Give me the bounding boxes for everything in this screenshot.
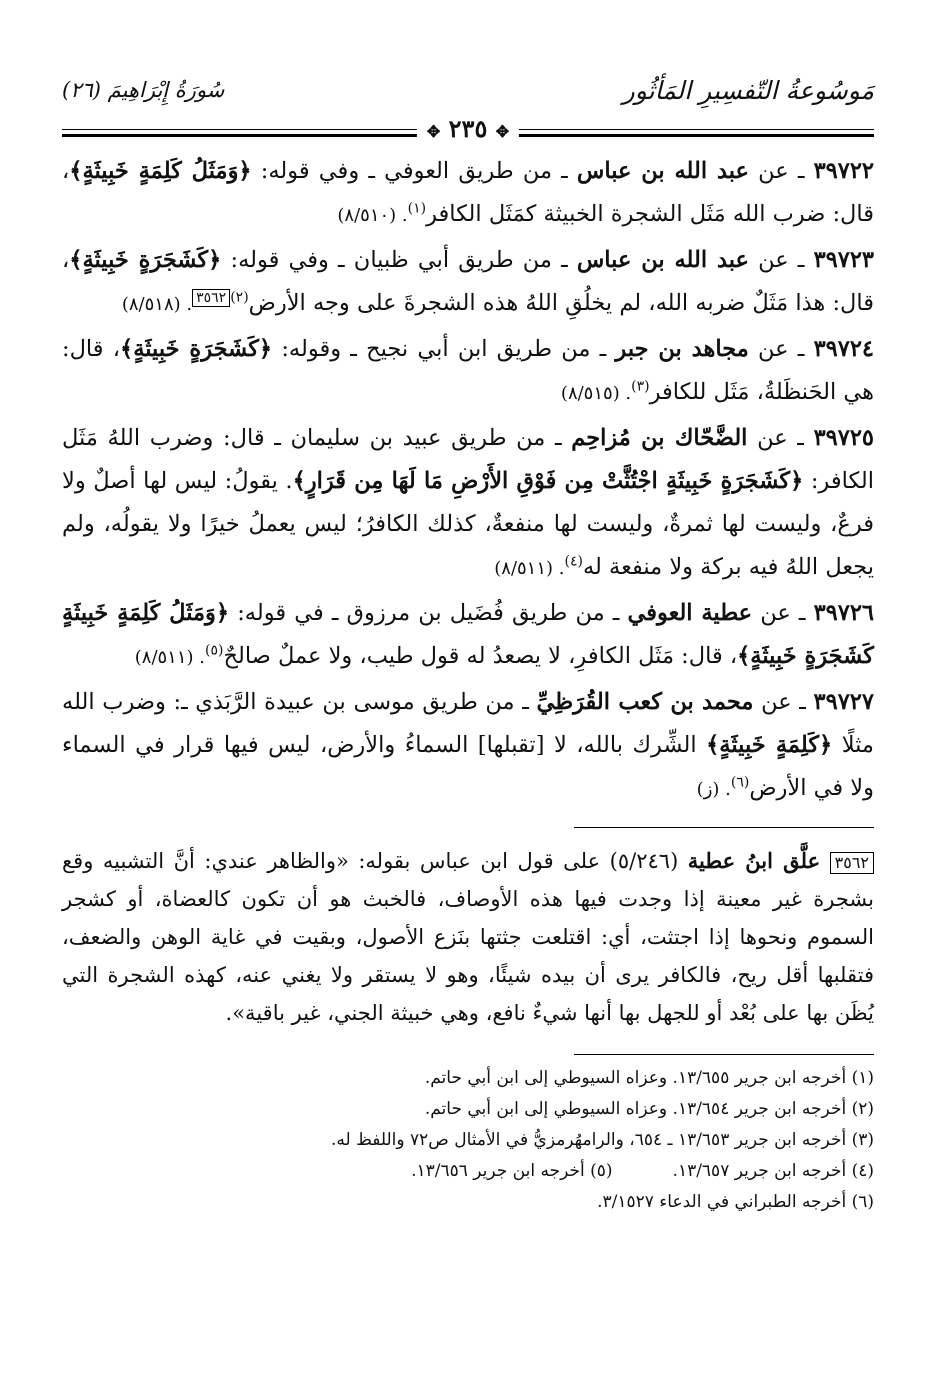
narrator-name: عبد الله بن عباس — [576, 247, 749, 273]
volume-ref: . (٨/٥١٨) — [121, 294, 193, 315]
narrator-name: عبد الله بن عباس — [576, 158, 749, 184]
page-number-block — [417, 114, 519, 143]
entry-text: ـ عن — [748, 158, 814, 184]
narration-entry — [62, 681, 874, 811]
footnote-marker: (١) — [407, 200, 427, 217]
footnote-row — [62, 1156, 874, 1187]
narrator-name: مجاهد بن جبر — [615, 336, 749, 362]
footnote: (٤) أخرجه ابن جرير ١٣/٦٥٧. — [672, 1161, 874, 1181]
footnote: (١) أخرجه ابن جرير ١٣/٦٥٥. وعزاه السيوطي إلى ابن أبي حاتم. — [424, 1068, 874, 1088]
entry-text: ـ من طريق فُضَيل بن مرزوق ـ في قوله: — [229, 600, 628, 626]
narrator-name: عطية العوفي — [627, 600, 753, 626]
commentary-text: (٥/٢٤٦) على قول ابن عباس بقوله: «والظاهر عندي: أنَّ التشبيه وقع بشجرة غير معينة إذا وجدت فيها هذه الأوصاف، فالخبث هو أن تكون كالعضاة، أو كشجر السموم ونحوها إذا اجتثت، أي: اقتلعت جثتها بنَزع الأصول، وبقيت في غاية الوهن والضعف، فتقلبها أقل ريح، فالكافر يرى أن بيده شيئًا، وهو لا يستقر ولا يغني عنه، كهذه الشجرة التي يُظَن بها على بُعْد أو للجهل بها أنها شيءٌ نافع، وهي خبيثة الجني، غير باقية». — [62, 849, 874, 1025]
entry-text: ـ من طريق موسى بن عبيدة الرَّبَذي ـ: وضرب الله مثلًا — [62, 689, 874, 758]
entry-text: . يقولُ: ليس لها أصلٌ ولا فرعٌ، وليست لها ثمرةٌ، وليست لها منفعةٌ، كذلك الكافرُ؛ ليس يعملُ خيرًا ولا يقولُه، ولم يجعل اللهُ فيه بركة ولا منفعة له — [62, 468, 874, 580]
commentary-author: علَّق ابنُ عطية — [687, 848, 821, 873]
entry-number: ٣٩٧٢٧ — [813, 689, 874, 715]
footnotes-separator — [574, 1054, 874, 1055]
ornament-icon: ✥ — [495, 122, 510, 141]
entry-number: ٣٩٧٢٢ — [813, 158, 875, 184]
volume-ref: . (٨/٥١١) — [134, 647, 205, 668]
footnote-marker: (٣) — [631, 378, 650, 395]
ornament-icon: ✥ — [426, 122, 441, 141]
footnote-marker: (٦) — [730, 774, 750, 791]
book-title: مَوسُوعةُ التّفسِيرِ المَأثُور — [622, 76, 874, 105]
entry-number: ٣٩٧٢٣ — [813, 247, 874, 273]
footnote: (٦) أخرجه الطبراني في الدعاء ٣/١٥٢٧. — [597, 1192, 874, 1212]
entry-number: ٣٩٧٢٥ — [813, 425, 874, 451]
entry-text: ـ عن — [748, 247, 814, 273]
entry-text: ـ عن — [753, 689, 814, 715]
quran-quote: ﴿وَمَثَلُ كَلِمَةٍ خَبِيثَةٍ كَشَجَرَةٍ خَبِيثَةٍ﴾ — [62, 600, 874, 669]
entry-text: ـ عن — [752, 600, 814, 626]
quran-quote: ﴿كَلِمَةٍ خَبِيثَةٍ﴾ — [706, 732, 833, 758]
volume-ref: . (٨/٥١١) — [494, 558, 565, 579]
narrator-name: محمد بن كعب القُرَظِيِّ — [536, 689, 754, 715]
commentary-box-ref: ٣٥٦٢ — [192, 289, 230, 307]
book-page — [62, 62, 874, 1352]
quran-quote: ﴿كَشَجَرَةٍ خَبِيثَةٍ﴾ — [69, 247, 222, 273]
entry-text: ـ من طريق عبيد بن سليمان ـ قال: وضرب اللهُ مَثَل الكافر: — [62, 425, 874, 494]
commentary-separator — [574, 827, 874, 828]
entry-text: ـ عن — [748, 336, 814, 362]
entry-text: ، قال: هذا مَثَلٌ ضربه الله، لم يخلُقِ اللهُ هذه الشجرةَ على وجه الأرض — [62, 247, 874, 316]
narration-entry — [62, 239, 874, 326]
entry-text: ـ من طريق العوفي ـ وفي قوله: — [251, 158, 577, 184]
narration-entry — [62, 150, 874, 237]
quran-quote: ﴿كَشَجَرَةٍ خَبِيثَةٍ اجْتُثَّتْ مِن فَوْقِ الأَرْضِ مَا لَهَا مِن قَرَارٍ﴾ — [292, 468, 804, 494]
volume-ref: . (٨/٥١٠) — [337, 205, 408, 226]
page-body — [62, 150, 874, 1218]
entry-text: الشِّرك بالله، لا [تقبلها] السماءُ والأرض، ليس فيها قرار في السماء ولا في الأرض — [62, 732, 874, 801]
narration-entry — [62, 417, 874, 590]
entry-text: ، قال: هي الحَنظَلةُ، مَثَل للكافر — [62, 336, 874, 405]
narration-entry — [62, 592, 874, 679]
footnote: (٥) أخرجه ابن جرير ١٣/٦٥٦. — [411, 1161, 613, 1181]
page-number: ٢٣٥ — [448, 114, 488, 143]
quran-quote: ﴿وَمَثَلُ كَلِمَةٍ خَبِيثَةٍ﴾ — [69, 158, 252, 184]
narrator-name: الضَّحّاك بن مُزاحِم — [571, 425, 748, 451]
surah-label: سُورَةُ إِبْرَاهِيمَ (٢٦) — [62, 78, 225, 102]
footnote: (٢) أخرجه ابن جرير ١٣/٦٥٤. وعزاه السيوطي إلى ابن أبي حاتم. — [424, 1099, 874, 1119]
commentary-block — [62, 842, 874, 1032]
entry-text: ، قال: مَثَل الكافرِ، لا يصعدُ له قول طيب، ولا عملٌ صالحٌ — [223, 643, 738, 669]
footnote-marker: (٥) — [205, 642, 224, 659]
commentary-box-number: ٣٥٦٢ — [830, 852, 874, 874]
footnotes — [62, 1063, 874, 1218]
footnote: (٣) أخرجه ابن جرير ١٣/٦٥٣ ـ ٦٥٤، والرامهُرمزيُّ في الأمثال ص٧٢ واللفظ له. — [331, 1130, 874, 1150]
volume-ref: . (٨/٥١٥) — [560, 383, 632, 404]
volume-ref: . (ز) — [696, 779, 731, 800]
entry-text: ـ من طريق أبي ظبيان ـ وفي قوله: — [221, 247, 577, 273]
footnote-marker: (٢) — [230, 289, 249, 306]
entry-text: ـ من طريق ابن أبي نجيح ـ وقوله: — [272, 336, 616, 362]
entry-number: ٣٩٧٢٦ — [813, 600, 874, 626]
quran-quote: ﴿كَشَجَرَةٍ خَبِيثَةٍ﴾ — [120, 336, 273, 362]
entry-text: ، قال: ضرب الله مَثَل الشجرة الخبيثة كمَثَل الكافر — [62, 158, 874, 227]
entry-number: ٣٩٧٢٤ — [813, 336, 874, 362]
narration-entry — [62, 328, 874, 415]
entry-text: ـ عن — [747, 425, 814, 451]
page-header — [62, 76, 874, 143]
footnote-marker: (٤) — [564, 553, 583, 570]
